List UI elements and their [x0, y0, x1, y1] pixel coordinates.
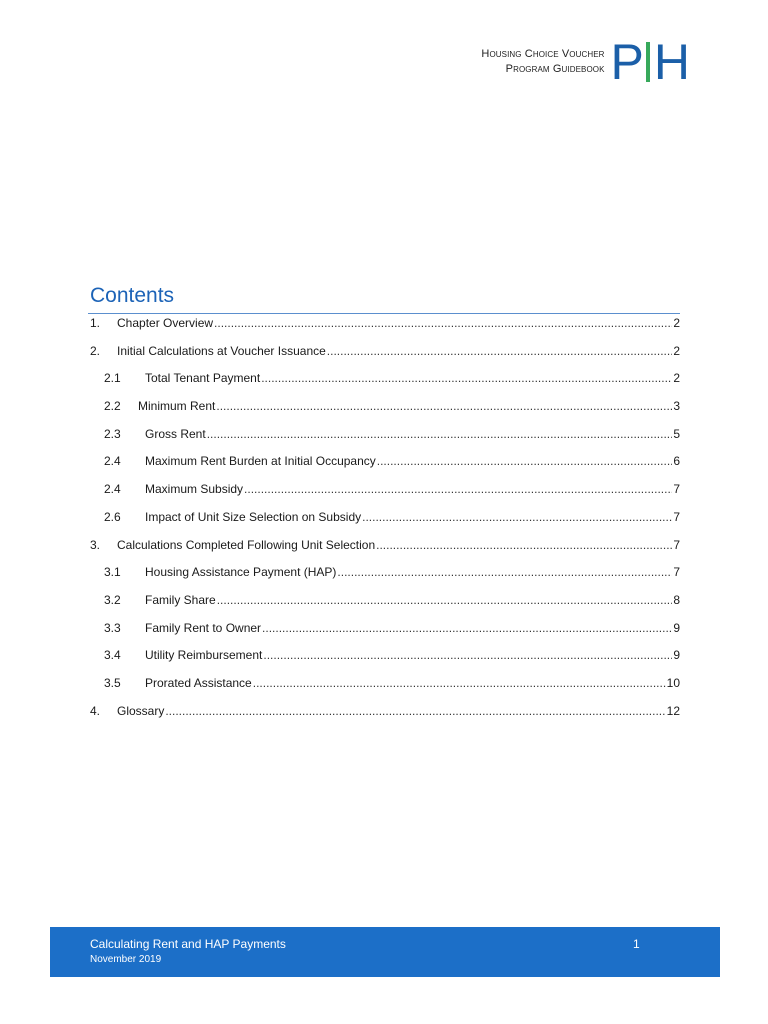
toc-leader-dots — [207, 427, 673, 441]
toc-entry-number: 2.4 — [104, 482, 121, 497]
toc-subentry[interactable] — [88, 565, 680, 593]
toc-subentry[interactable] — [88, 399, 680, 427]
toc-leader-dots — [377, 454, 673, 468]
toc-entry-page: 7 — [673, 482, 680, 497]
toc-entry-page: 7 — [673, 565, 680, 580]
footer-page-number: 1 — [633, 937, 640, 951]
toc-entry-page: 5 — [673, 426, 680, 441]
toc-leader-dots — [261, 371, 672, 385]
toc-entry-label: Glossary — [117, 703, 165, 718]
toc-leader-dots — [214, 316, 672, 330]
toc-subentry[interactable] — [88, 593, 680, 621]
toc-entry-page: 12 — [666, 703, 680, 718]
table-of-contents — [88, 316, 680, 731]
toc-entry-number: 4. — [90, 703, 101, 718]
toc-subentry[interactable] — [88, 454, 680, 482]
toc-entry-page: 10 — [666, 675, 680, 690]
toc-entry-label: Maximum Subsidy — [145, 482, 244, 497]
toc-leader-dots — [253, 676, 666, 690]
toc-entry-page: 9 — [673, 648, 680, 663]
toc-entry-page: 7 — [673, 537, 680, 552]
toc-entry[interactable] — [88, 538, 680, 566]
toc-entry-number: 2.4 — [104, 454, 121, 469]
toc-subentry[interactable] — [88, 482, 680, 510]
toc-entry-label: Maximum Rent Burden at Initial Occupancy — [145, 454, 376, 469]
guidebook-title-line1: Housing Choice Voucher — [481, 48, 605, 60]
toc-entry-page: 7 — [673, 509, 680, 524]
logo-letter-h: H — [653, 34, 688, 90]
toc-leader-dots — [362, 510, 672, 524]
toc-leader-dots — [216, 399, 672, 413]
toc-subentry[interactable] — [88, 510, 680, 538]
toc-entry-label: Calculations Completed Following Unit Selection — [117, 537, 376, 552]
pih-logo — [610, 34, 688, 90]
toc-entry-number: 3.1 — [104, 565, 121, 580]
toc-entry-number: 2.2 — [104, 399, 121, 414]
toc-entry-number: 3.2 — [104, 592, 121, 607]
toc-entry-number: 3.4 — [104, 648, 121, 663]
toc-leader-dots — [165, 704, 665, 718]
toc-entry-label: Utility Reimbursement — [145, 648, 263, 663]
toc-subentry[interactable] — [88, 676, 680, 704]
logo-divider-bar — [646, 42, 650, 82]
toc-entry-number: 1. — [90, 316, 101, 330]
toc-leader-dots — [376, 538, 672, 552]
toc-leader-dots — [244, 482, 672, 496]
toc-entry[interactable] — [88, 316, 680, 344]
toc-entry-page: 9 — [673, 620, 680, 635]
toc-entry-page: 8 — [673, 592, 680, 607]
page-footer — [50, 927, 720, 977]
toc-entry-number: 2.6 — [104, 509, 121, 524]
toc-leader-dots — [327, 344, 673, 358]
toc-entry-label: Chapter Overview — [117, 316, 214, 330]
toc-entry-number: 2.3 — [104, 426, 121, 441]
toc-leader-dots — [217, 593, 673, 607]
toc-entry-label: Impact of Unit Size Selection on Subsidy — [145, 509, 362, 524]
toc-entry-number: 2. — [90, 343, 101, 358]
toc-entry-number: 2.1 — [104, 371, 121, 386]
toc-entry-label: Minimum Rent — [138, 399, 216, 414]
toc-subentry[interactable] — [88, 648, 680, 676]
toc-leader-dots — [337, 565, 672, 579]
toc-entry-label: Initial Calculations at Voucher Issuance — [117, 343, 326, 358]
toc-entry-label: Family Rent to Owner — [145, 620, 262, 635]
toc-entry-page: 3 — [673, 399, 680, 414]
footer-date: November 2019 — [90, 954, 162, 965]
toc-entry-page: 2 — [673, 316, 680, 330]
toc-entry-label: Gross Rent — [145, 426, 206, 441]
toc-entry-label: Prorated Assistance — [145, 675, 252, 690]
toc-entry-label: Family Share — [145, 592, 216, 607]
toc-entry-number: 3.5 — [104, 675, 121, 690]
document-header — [481, 34, 688, 90]
toc-entry-page: 6 — [673, 454, 680, 469]
toc-entry-label: Total Tenant Payment — [145, 371, 261, 386]
toc-entry[interactable] — [88, 344, 680, 372]
guidebook-title-line2: Program Guidebook — [505, 63, 605, 75]
toc-entry[interactable] — [88, 704, 680, 732]
toc-subentry[interactable] — [88, 621, 680, 649]
toc-subentry[interactable] — [88, 427, 680, 455]
toc-entry-label: Housing Assistance Payment (HAP) — [145, 565, 337, 580]
toc-leader-dots — [262, 621, 672, 635]
guidebook-title — [481, 47, 604, 77]
logo-letter-p: P — [610, 34, 642, 90]
toc-entry-number: 3.3 — [104, 620, 121, 635]
contents-rule — [88, 313, 680, 314]
toc-leader-dots — [263, 648, 672, 662]
contents-heading: Contents — [90, 284, 175, 307]
toc-entry-page: 2 — [673, 371, 680, 386]
footer-document-title: Calculating Rent and HAP Payments — [90, 937, 286, 951]
toc-entry-page: 2 — [673, 343, 680, 358]
toc-subentry[interactable] — [88, 371, 680, 399]
toc-entry-number: 3. — [90, 537, 101, 552]
